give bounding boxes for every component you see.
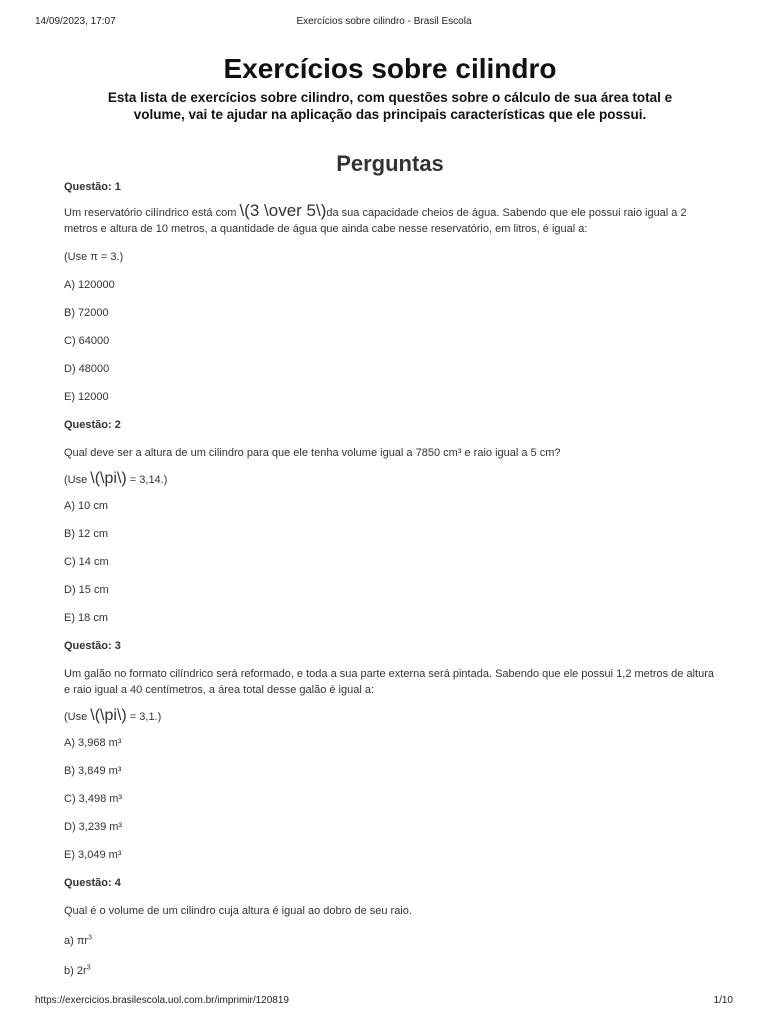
section-title: Perguntas [336,151,444,176]
hint-part: (Use [64,711,91,723]
answer-option: B) 72000 [64,307,109,319]
answer-option: C) 64000 [64,335,110,347]
question-2 [64,417,716,626]
question-1 [64,179,716,405]
answer-option: C) 3,498 m³ [64,793,123,805]
answer-option: D) 15 cm [64,584,109,596]
answer-option: B) 3,849 m³ [64,765,122,777]
answer-option: E) 18 cm [64,612,109,624]
question-label: Questão: 2 [64,419,121,431]
print-header [35,16,733,30]
question-text: Qual deve ser a altura de um cilindro para que ele tenha volume igual a 7850 cm³ e raio igual a 5 cm? [64,447,561,459]
option-exponent: 3 [88,934,92,942]
hint-part: (Use [64,474,91,486]
answer-option: A) 120000 [64,279,115,291]
latex-pi: \(\pi\) [90,470,127,487]
print-date: 14/09/2023, 17:07 [35,16,116,27]
answer-option: D) 3,239 m³ [64,821,123,833]
question-text [64,203,716,237]
answer-option [64,933,716,949]
answer-option [64,963,716,979]
question-hint [64,471,716,488]
answer-option: C) 14 cm [64,556,109,568]
print-document-title: Exercícios sobre cilindro - Brasil Escola [296,16,472,27]
answer-option: B) 12 cm [64,528,109,540]
answer-option: A) 3,968 m³ [64,737,122,749]
question-label: Questão: 4 [64,877,121,889]
answer-option: E) 3,049 m³ [64,849,122,861]
question-text: Um galão no formato cilíndrico será reformado, e toda a sua parte externa será pintada. Sabendo que ele possui 1,2 metros de altura e raio igual a 40 centímetros, a área total desse galão é igual a: [64,668,714,696]
page-subtitle: Esta lista de exercícios sobre cilindro, com questões sobre o cálculo de sua área total e volume, vai te ajudar na aplicação das principais características que ele possui. [107,90,673,122]
question-label: Questão: 3 [64,640,121,652]
question-3 [64,638,716,863]
hint-part: = 3,1.) [126,711,162,723]
print-footer [35,995,733,1009]
page-title: Exercícios sobre cilindro [223,53,557,84]
answer-option: D) 48000 [64,363,110,375]
question-hint: (Use π = 3.) [64,251,124,263]
page-url: https://exercicios.brasilescola.uol.com.br/imprimir/120819 [35,995,289,1006]
answer-option: E) 12000 [64,391,109,403]
question-text: Qual é o volume de um cilindro cuja altura é igual ao dobro de seu raio. [64,905,412,917]
answer-option: A) 10 cm [64,500,109,512]
question-text-part: da sua capacidade cheios de água. Sabendo que ele possui raio igual a 2 metros e altura de 10 metros, a quantidade de água que ainda cabe nesse reservatório, em litros, é igual a: [64,207,687,235]
option-base: b) 2r [64,965,87,977]
question-text-part: Um reservatório cilíndrico está com [64,207,240,219]
option-exponent: 3 [86,964,91,972]
latex-fraction: \(3 \over 5\) [239,201,327,220]
option-base: a) πr [64,935,89,947]
question-4 [64,875,716,979]
main-content [64,52,716,979]
question-hint [64,708,716,725]
latex-pi: \(\pi\) [90,707,127,724]
question-label: Questão: 1 [64,181,121,193]
page-number: 1/10 [713,995,733,1006]
hint-part: = 3,14.) [126,474,168,486]
